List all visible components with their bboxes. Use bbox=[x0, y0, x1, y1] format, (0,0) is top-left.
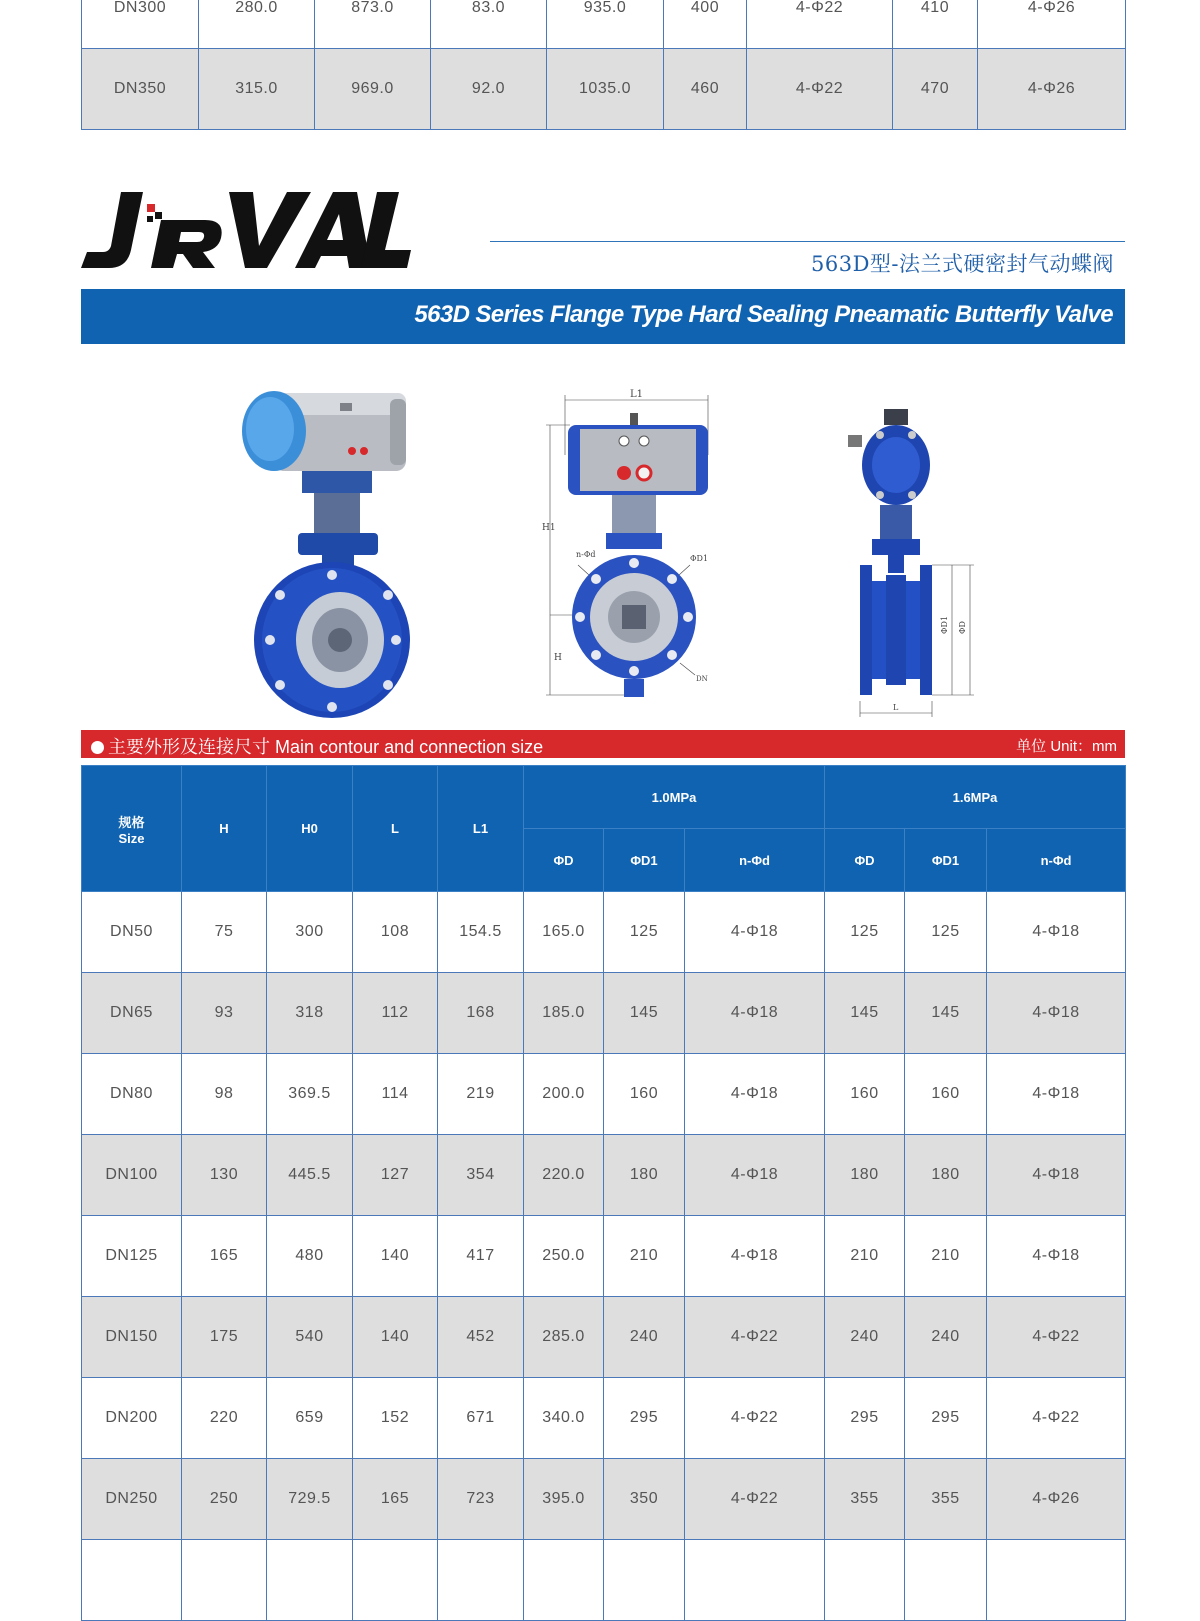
table-cell: 315.0 bbox=[199, 49, 315, 130]
table-cell bbox=[524, 1540, 604, 1621]
header-pressure-2: 1.6MPa bbox=[825, 766, 1126, 829]
table-cell: 98 bbox=[182, 1054, 267, 1135]
table-cell: DN80 bbox=[82, 1054, 182, 1135]
valve-photo bbox=[240, 385, 420, 720]
table-cell: 160 bbox=[825, 1054, 905, 1135]
table-cell: 145 bbox=[905, 973, 987, 1054]
table-cell: 4-Φ26 bbox=[978, 49, 1126, 130]
table-cell: 145 bbox=[825, 973, 905, 1054]
dim-nphid-label: n-Φd bbox=[576, 550, 596, 559]
table-cell: 4-Φ26 bbox=[978, 0, 1126, 49]
table-cell: 540 bbox=[267, 1297, 353, 1378]
table-cell: 127 bbox=[353, 1135, 438, 1216]
table-cell: 219 bbox=[438, 1054, 524, 1135]
table-cell: 200.0 bbox=[524, 1054, 604, 1135]
table-cell: 4-Φ18 bbox=[685, 892, 825, 973]
table-cell: 355 bbox=[825, 1459, 905, 1540]
table-cell: 4-Φ26 bbox=[987, 1459, 1126, 1540]
table-cell: 145 bbox=[604, 973, 685, 1054]
table-cell: 295 bbox=[604, 1378, 685, 1459]
table-cell: 125 bbox=[905, 892, 987, 973]
table-cell: 75 bbox=[182, 892, 267, 973]
table-row bbox=[82, 1216, 1126, 1297]
table-cell: 140 bbox=[353, 1297, 438, 1378]
table-cell: DN150 bbox=[82, 1297, 182, 1378]
table-cell: 295 bbox=[825, 1378, 905, 1459]
table-cell: 140 bbox=[353, 1216, 438, 1297]
table-cell: 355 bbox=[905, 1459, 987, 1540]
unit-label: 单位 Unit：mm bbox=[1016, 738, 1117, 755]
table-cell: 4-Φ18 bbox=[685, 973, 825, 1054]
table-cell: 165 bbox=[182, 1216, 267, 1297]
table-cell: 350 bbox=[604, 1459, 685, 1540]
side-l-label: L bbox=[893, 703, 899, 712]
section-header bbox=[81, 730, 1125, 758]
table-cell: 4-Φ18 bbox=[685, 1054, 825, 1135]
table-cell: DN50 bbox=[82, 892, 182, 973]
table-cell: 180 bbox=[604, 1135, 685, 1216]
table-cell bbox=[987, 1540, 1126, 1621]
table-row bbox=[82, 1297, 1126, 1378]
table-cell: 969.0 bbox=[315, 49, 431, 130]
front-view-drawing bbox=[540, 385, 720, 705]
table-cell: 180 bbox=[905, 1135, 987, 1216]
table-cell: 160 bbox=[604, 1054, 685, 1135]
side-view-drawing bbox=[840, 405, 980, 720]
previous-dimension-table bbox=[81, 0, 1126, 130]
table-cell: 4-Φ22 bbox=[987, 1297, 1126, 1378]
header-sub: n-Φd bbox=[987, 829, 1126, 892]
table-cell: 240 bbox=[825, 1297, 905, 1378]
side-phid-label: ΦD bbox=[958, 621, 967, 634]
table-cell: 400 bbox=[664, 0, 747, 49]
title-banner bbox=[81, 289, 1125, 344]
section-title-en: Main contour and connection size bbox=[275, 737, 544, 757]
table-cell bbox=[604, 1540, 685, 1621]
table-cell: 4-Φ18 bbox=[987, 1135, 1126, 1216]
table-cell: 92.0 bbox=[431, 49, 547, 130]
dim-h-label: H bbox=[554, 653, 562, 663]
product-title-cn: 563D型-法兰式硬密封气动蝶阀 bbox=[810, 252, 1114, 276]
table-cell: 729.5 bbox=[267, 1459, 353, 1540]
header-sub: ΦD bbox=[524, 829, 604, 892]
table-cell: 935.0 bbox=[547, 0, 664, 49]
table-cell: 185.0 bbox=[524, 973, 604, 1054]
table-cell: DN200 bbox=[82, 1378, 182, 1459]
table-cell: 130 bbox=[182, 1135, 267, 1216]
table-cell: 4-Φ22 bbox=[747, 0, 893, 49]
dimension-table bbox=[81, 765, 1126, 1621]
table-cell bbox=[905, 1540, 987, 1621]
table-cell: DN100 bbox=[82, 1135, 182, 1216]
table-cell: 240 bbox=[604, 1297, 685, 1378]
table-cell: 165.0 bbox=[524, 892, 604, 973]
table-cell: 4-Φ22 bbox=[685, 1297, 825, 1378]
table-cell: 125 bbox=[604, 892, 685, 973]
table-cell bbox=[825, 1540, 905, 1621]
table-cell: 175 bbox=[182, 1297, 267, 1378]
table-cell: 125 bbox=[825, 892, 905, 973]
header-h0: H0 bbox=[267, 766, 353, 892]
header-l1: L1 bbox=[438, 766, 524, 892]
table-cell: 671 bbox=[438, 1378, 524, 1459]
table-cell: 300 bbox=[267, 892, 353, 973]
table-cell: 318 bbox=[267, 973, 353, 1054]
table-cell: 4-Φ22 bbox=[747, 49, 893, 130]
table-cell: 445.5 bbox=[267, 1135, 353, 1216]
section-title-cn: 主要外形及连接尺寸 bbox=[108, 737, 270, 757]
table-cell bbox=[438, 1540, 524, 1621]
table-cell: 250 bbox=[182, 1459, 267, 1540]
dim-h1-label: H1 bbox=[542, 523, 556, 533]
table-cell: 4-Φ22 bbox=[685, 1459, 825, 1540]
table-row bbox=[82, 1540, 1126, 1621]
header-size bbox=[82, 766, 182, 892]
table-cell: 4-Φ18 bbox=[987, 1054, 1126, 1135]
table-cell: 220.0 bbox=[524, 1135, 604, 1216]
header-pressure-1: 1.0MPa bbox=[524, 766, 825, 829]
table-cell: 369.5 bbox=[267, 1054, 353, 1135]
table-cell: 4-Φ18 bbox=[685, 1216, 825, 1297]
table-cell: 873.0 bbox=[315, 0, 431, 49]
table-row bbox=[82, 49, 1126, 130]
table-cell: 470 bbox=[893, 49, 978, 130]
header-size-en: Size bbox=[118, 830, 145, 846]
table-cell: 180 bbox=[825, 1135, 905, 1216]
table-cell: 108 bbox=[353, 892, 438, 973]
table-cell: 4-Φ22 bbox=[987, 1378, 1126, 1459]
product-title-en: 563D Series Flange Type Hard Sealing Pneamatic Butterfly Valve bbox=[414, 301, 1113, 328]
dim-dn-label: DN bbox=[696, 675, 708, 683]
table-cell bbox=[353, 1540, 438, 1621]
table-cell: 280.0 bbox=[199, 0, 315, 49]
table-cell bbox=[685, 1540, 825, 1621]
dim-phid1-label: ΦD1 bbox=[690, 554, 709, 563]
header-sub: ΦD1 bbox=[905, 829, 987, 892]
table-cell: 395.0 bbox=[524, 1459, 604, 1540]
table-cell: 168 bbox=[438, 973, 524, 1054]
bullet-icon bbox=[91, 741, 104, 754]
table-cell: 210 bbox=[825, 1216, 905, 1297]
table-cell: 417 bbox=[438, 1216, 524, 1297]
table-cell: 410 bbox=[893, 0, 978, 49]
table-cell: 220 bbox=[182, 1378, 267, 1459]
dim-l1-label: L1 bbox=[630, 389, 644, 400]
side-phid1-label: ΦD1 bbox=[940, 615, 949, 634]
table-cell: 340.0 bbox=[524, 1378, 604, 1459]
table-cell: 165 bbox=[353, 1459, 438, 1540]
table-cell: 4-Φ18 bbox=[987, 973, 1126, 1054]
table-cell: 4-Φ22 bbox=[685, 1378, 825, 1459]
table-row bbox=[82, 0, 1126, 49]
table-cell: 250.0 bbox=[524, 1216, 604, 1297]
table-cell: 460 bbox=[664, 49, 747, 130]
table-cell: DN300 bbox=[82, 0, 199, 49]
table-cell: 4-Φ18 bbox=[685, 1135, 825, 1216]
table-row bbox=[82, 1459, 1126, 1540]
table-cell: 210 bbox=[905, 1216, 987, 1297]
table-cell: 83.0 bbox=[431, 0, 547, 49]
table-row bbox=[82, 1378, 1126, 1459]
table-row bbox=[82, 1135, 1126, 1216]
brand-logo bbox=[81, 190, 411, 270]
header-size-cn: 规格 bbox=[118, 814, 145, 830]
table-cell: 240 bbox=[905, 1297, 987, 1378]
table-cell: 152 bbox=[353, 1378, 438, 1459]
table-cell: DN125 bbox=[82, 1216, 182, 1297]
section-title bbox=[91, 733, 543, 759]
table-cell: 480 bbox=[267, 1216, 353, 1297]
table-cell: 114 bbox=[353, 1054, 438, 1135]
table-cell bbox=[82, 1540, 182, 1621]
table-cell: 93 bbox=[182, 973, 267, 1054]
table-cell: DN350 bbox=[82, 49, 199, 130]
table-cell: 295 bbox=[905, 1378, 987, 1459]
table-cell bbox=[182, 1540, 267, 1621]
table-cell: 354 bbox=[438, 1135, 524, 1216]
table-row bbox=[82, 892, 1126, 973]
table-cell: 659 bbox=[267, 1378, 353, 1459]
table-cell: 723 bbox=[438, 1459, 524, 1540]
table-cell: 160 bbox=[905, 1054, 987, 1135]
table-cell: 1035.0 bbox=[547, 49, 664, 130]
table-cell: 4-Φ18 bbox=[987, 892, 1126, 973]
table-cell: 154.5 bbox=[438, 892, 524, 973]
table-cell bbox=[267, 1540, 353, 1621]
header-h: H bbox=[182, 766, 267, 892]
header-sub: ΦD1 bbox=[604, 829, 685, 892]
table-cell: 285.0 bbox=[524, 1297, 604, 1378]
header-l: L bbox=[353, 766, 438, 892]
table-cell: 452 bbox=[438, 1297, 524, 1378]
table-row bbox=[82, 973, 1126, 1054]
table-row bbox=[82, 1054, 1126, 1135]
header-sub: ΦD bbox=[825, 829, 905, 892]
table-cell: DN65 bbox=[82, 973, 182, 1054]
table-cell: 210 bbox=[604, 1216, 685, 1297]
table-cell: DN250 bbox=[82, 1459, 182, 1540]
header-sub: n-Φd bbox=[685, 829, 825, 892]
table-cell: 112 bbox=[353, 973, 438, 1054]
title-rule bbox=[490, 241, 1125, 242]
table-cell: 4-Φ18 bbox=[987, 1216, 1126, 1297]
